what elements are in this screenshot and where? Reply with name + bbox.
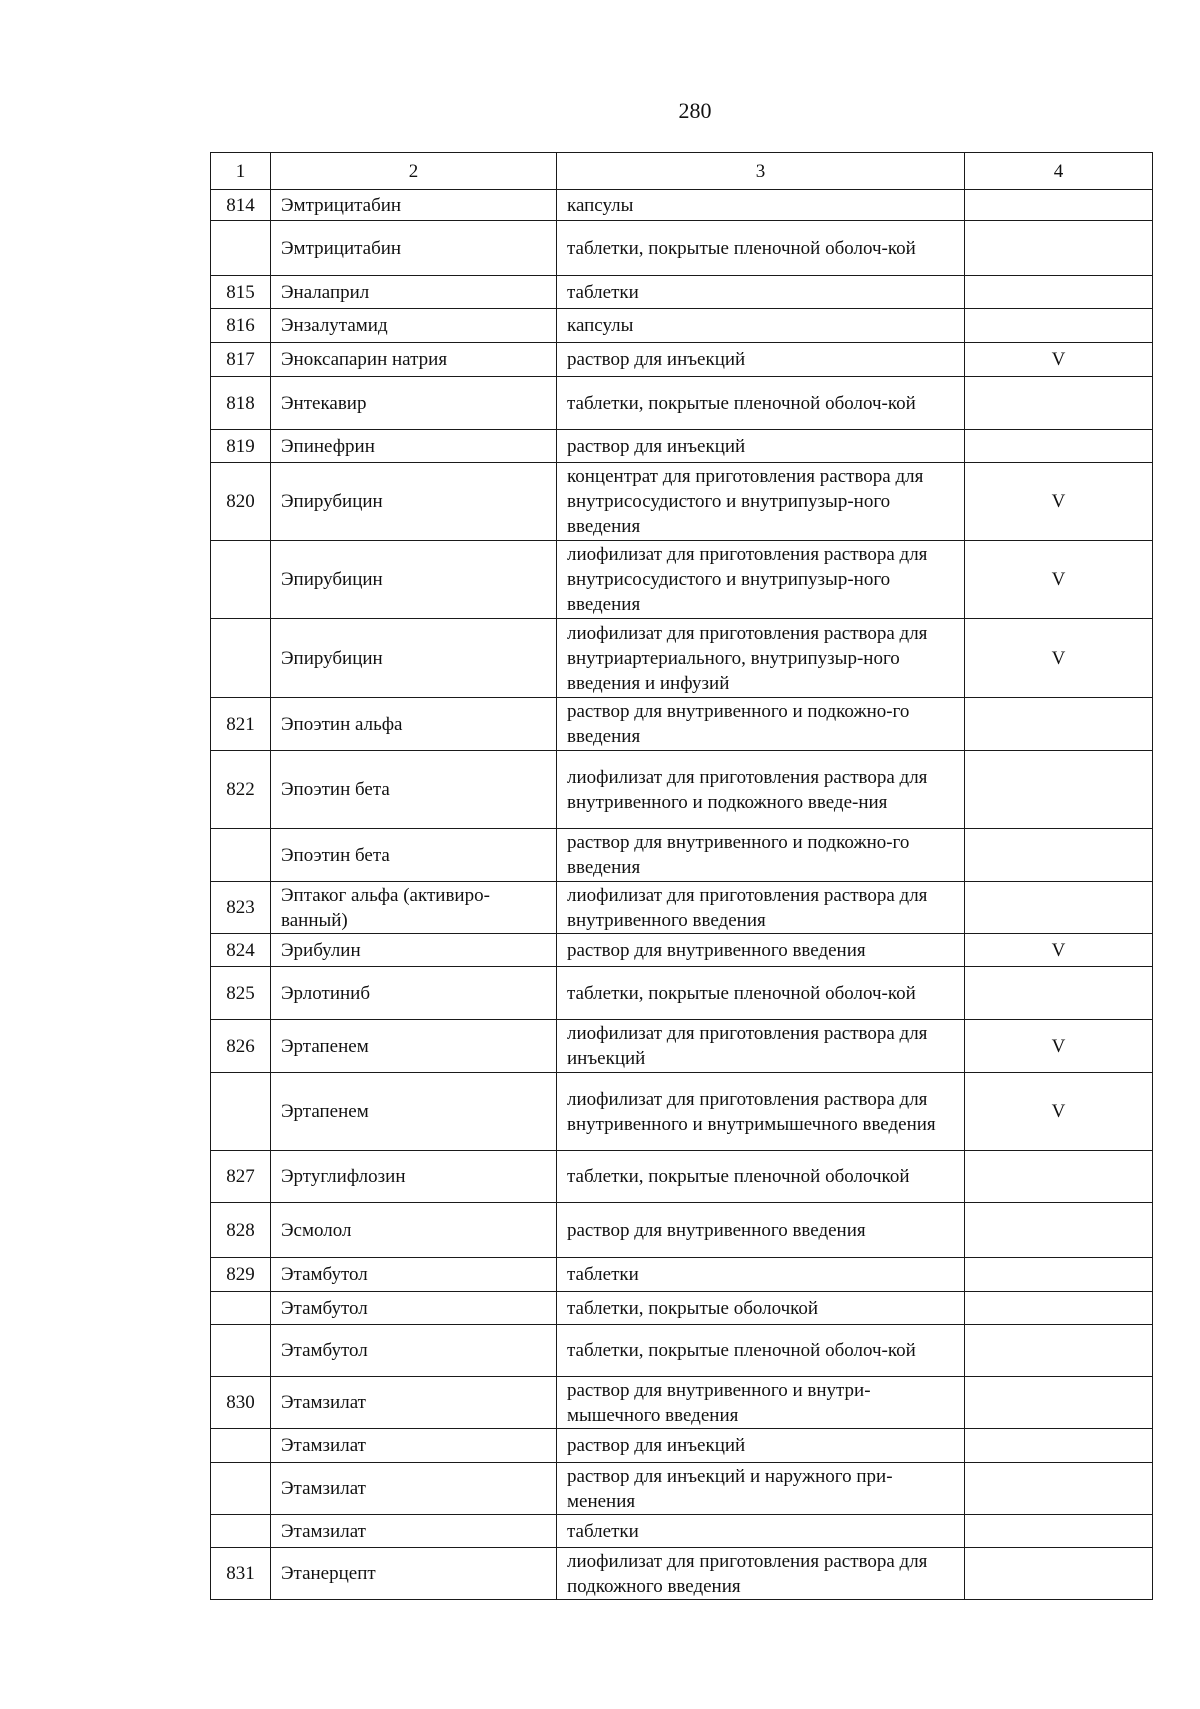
row-number-cell [211, 463, 271, 541]
vk-mark [975, 882, 1142, 933]
table-row [211, 1515, 1153, 1548]
dosage-form-cell [557, 1463, 965, 1515]
vk-mark-cell [965, 967, 1153, 1020]
vk-mark-cell [965, 619, 1153, 698]
row-number: 814 [226, 194, 255, 216]
dosage-form-cell [557, 221, 965, 276]
dosage-form-cell [557, 882, 965, 934]
drug-name: Эпирубицин [281, 491, 383, 512]
dosage-form: лиофилизат для приготовления раствора для подкожного введения [567, 1550, 928, 1597]
dosage-form: концентрат для приготовления раствора для внутрисосудистого и внутрипузыр-ного введения [567, 466, 924, 537]
dosage-form: таблетки [567, 1520, 639, 1542]
drug-name-cell [271, 1515, 557, 1548]
drug-name: Эпирубицин [281, 569, 383, 590]
row-number-cell [211, 276, 271, 309]
vk-mark [975, 1548, 1142, 1599]
dosage-form: лиофилизат для приготовления раствора для инъекций [567, 1023, 928, 1069]
dosage-form: капсулы [567, 194, 634, 216]
table-row [211, 751, 1153, 829]
row-number-cell [211, 751, 271, 829]
vk-mark [975, 309, 1142, 342]
vk-mark [975, 1292, 1142, 1324]
table-row [211, 541, 1153, 619]
dosage-form-cell [557, 1548, 965, 1600]
table-row [211, 1258, 1153, 1292]
column-header-2: 2 [271, 153, 557, 190]
drug-name-cell [271, 1548, 557, 1600]
row-number: 816 [226, 315, 255, 336]
dosage-form: лиофилизат для приготовления раствора для внутривенного и внутримышечного введения [567, 1088, 936, 1135]
dosage-form-cell [557, 463, 965, 541]
vk-mark-cell [965, 1151, 1153, 1203]
row-number [215, 1073, 266, 1150]
table-row [211, 1548, 1153, 1600]
vk-mark: V [1051, 491, 1066, 512]
vk-mark-cell [965, 1515, 1153, 1548]
drug-name-cell [271, 377, 557, 430]
dosage-form: лиофилизат для приготовления раствора для внутриартериального, внутрипузыр-ного введения и инфузий [567, 622, 928, 694]
row-number-cell [211, 1073, 271, 1151]
row-number: 826 [226, 1035, 255, 1057]
vk-mark-cell [965, 1548, 1153, 1600]
vk-mark-cell [965, 882, 1153, 934]
vk-mark: V [1051, 569, 1066, 590]
dosage-form: таблетки [567, 281, 639, 303]
vk-mark-cell [965, 751, 1153, 829]
vk-mark-cell [965, 1020, 1153, 1073]
table-header [211, 153, 1153, 190]
vk-mark-cell [965, 934, 1153, 967]
row-number: 823 [226, 897, 255, 918]
row-number [215, 1292, 266, 1324]
vk-mark-cell [965, 221, 1153, 276]
dosage-form-cell [557, 619, 965, 698]
row-number: 818 [226, 392, 255, 414]
row-number-cell [211, 1463, 271, 1515]
vk-mark [975, 1203, 1142, 1257]
page-number: 280 [678, 98, 712, 123]
dosage-form: раствор для внутривенного и внутри-мышечного введения [567, 1379, 871, 1426]
dosage-form: раствор для внутривенного введения [567, 1219, 866, 1241]
table-row [211, 1463, 1153, 1515]
drug-table [210, 152, 1153, 1600]
drug-name-cell [271, 1463, 557, 1515]
table-row [211, 1429, 1153, 1463]
drug-name-cell [271, 1203, 557, 1258]
dosage-form-cell [557, 1292, 965, 1325]
dosage-form-cell [557, 1325, 965, 1377]
dosage-form-cell [557, 541, 965, 619]
dosage-form: таблетки, покрытые пленочной оболоч-кой [567, 237, 916, 259]
drug-name-cell [271, 751, 557, 829]
drug-name-cell [271, 309, 557, 343]
row-number: 829 [226, 1264, 255, 1285]
vk-mark-cell [965, 1203, 1153, 1258]
table-row [211, 276, 1153, 309]
dosage-form: лиофилизат для приготовления раствора для внутрисосудистого и внутрипузыр-ного введения [567, 544, 928, 615]
table-row [211, 1377, 1153, 1429]
row-number-cell [211, 1548, 271, 1600]
row-number: 827 [226, 1166, 255, 1187]
dosage-form: таблетки, покрытые пленочной оболоч-кой [567, 1340, 916, 1361]
column-header-4: 4 [965, 153, 1153, 190]
row-number [215, 541, 266, 618]
dosage-form-cell [557, 343, 965, 377]
dosage-form-cell [557, 430, 965, 463]
vk-mark-cell [965, 1292, 1153, 1325]
drug-name: Эпоэтин бета [281, 844, 390, 866]
row-number: 817 [226, 349, 255, 370]
dosage-form: лиофилизат для приготовления раствора для внутривенного и подкожного введе-ния [567, 766, 928, 813]
row-number-cell [211, 619, 271, 698]
vk-mark [975, 1377, 1142, 1428]
dosage-form: раствор для инъекций и наружного при-менения [567, 1465, 893, 1512]
drug-name: Эпинефрин [281, 435, 375, 457]
row-number: 821 [226, 713, 255, 735]
drug-name-cell [271, 1258, 557, 1292]
table-row [211, 1325, 1153, 1377]
vk-mark-cell [965, 377, 1153, 430]
row-number [215, 829, 266, 881]
table-row [211, 1020, 1153, 1073]
drug-name: Этамзилат [281, 1435, 366, 1456]
vk-mark-cell [965, 1325, 1153, 1377]
table-row [211, 190, 1153, 221]
drug-name: Эноксапарин натрия [281, 349, 448, 370]
vk-mark [975, 751, 1142, 828]
vk-mark-cell [965, 1463, 1153, 1515]
vk-mark [975, 829, 1142, 881]
drug-name: Эрлотиниб [281, 982, 370, 1004]
table-row [211, 967, 1153, 1020]
dosage-form: раствор для внутривенного введения [567, 939, 866, 961]
row-number-cell [211, 1292, 271, 1325]
table-row [211, 934, 1153, 967]
drug-name: Эртапенем [281, 1101, 369, 1122]
drug-name: Эпоэтин бета [281, 779, 390, 800]
vk-mark [975, 967, 1142, 1019]
vk-mark [975, 1429, 1142, 1462]
row-number-cell [211, 1377, 271, 1429]
dosage-form-cell [557, 698, 965, 751]
drug-name-cell [271, 1325, 557, 1377]
drug-name-cell [271, 698, 557, 751]
drug-name-cell [271, 343, 557, 377]
vk-mark [975, 1463, 1142, 1514]
row-number [215, 1325, 266, 1376]
dosage-form-cell [557, 1377, 965, 1429]
row-number-cell [211, 698, 271, 751]
row-number: 815 [226, 281, 255, 303]
vk-mark [975, 430, 1142, 462]
table-row [211, 619, 1153, 698]
dosage-form: таблетки, покрытые оболочкой [567, 1297, 819, 1319]
row-number: 825 [226, 982, 255, 1004]
vk-mark [975, 377, 1142, 429]
table-body [211, 190, 1153, 1600]
vk-mark [975, 276, 1142, 308]
row-number-cell [211, 309, 271, 343]
row-number: 830 [226, 1392, 255, 1413]
vk-mark-cell [965, 829, 1153, 882]
row-number [215, 1515, 266, 1547]
drug-name-cell [271, 221, 557, 276]
drug-name-cell [271, 829, 557, 882]
vk-mark: V [1051, 1101, 1066, 1122]
vk-mark [975, 1151, 1142, 1202]
drug-name: Эпоэтин альфа [281, 713, 403, 735]
vk-mark: V [1051, 349, 1066, 370]
drug-name: Этамзилат [281, 1478, 366, 1499]
drug-name-cell [271, 1429, 557, 1463]
dosage-form-cell [557, 276, 965, 309]
drug-name-cell [271, 1073, 557, 1151]
drug-name: Этамзилат [281, 1520, 366, 1542]
vk-mark-cell [965, 541, 1153, 619]
dosage-form-cell [557, 1515, 965, 1548]
column-header-1: 1 [211, 153, 271, 190]
dosage-form-cell [557, 1258, 965, 1292]
table-row [211, 882, 1153, 934]
drug-name-cell [271, 967, 557, 1020]
drug-name-cell [271, 1377, 557, 1429]
row-number [215, 221, 266, 275]
dosage-form: раствор для внутривенного и подкожно-го введения [567, 701, 910, 747]
drug-name: Эмтрицитабин [281, 237, 402, 259]
dosage-form-cell [557, 1203, 965, 1258]
row-number: 831 [226, 1563, 255, 1584]
vk-mark-cell [965, 430, 1153, 463]
row-number-cell [211, 967, 271, 1020]
drug-name-cell [271, 276, 557, 309]
vk-mark-cell [965, 309, 1153, 343]
table-row [211, 221, 1153, 276]
drug-name-cell [271, 1151, 557, 1203]
row-number: 824 [226, 939, 255, 961]
vk-mark-cell [965, 1377, 1153, 1429]
vk-mark-cell [965, 698, 1153, 751]
drug-name: Этамбутол [281, 1340, 368, 1361]
drug-name: Эсмолол [281, 1219, 352, 1241]
row-number-cell [211, 934, 271, 967]
vk-mark [975, 1258, 1142, 1291]
vk-mark [975, 1515, 1142, 1547]
dosage-form-cell [557, 309, 965, 343]
vk-mark: V [1051, 939, 1066, 961]
vk-mark-cell [965, 343, 1153, 377]
row-number: 819 [226, 435, 255, 457]
row-number-cell [211, 190, 271, 221]
row-number-cell [211, 1203, 271, 1258]
vk-mark-cell [965, 463, 1153, 541]
header-row [211, 153, 1153, 190]
row-number [215, 619, 266, 697]
vk-mark-cell [965, 190, 1153, 221]
dosage-form: раствор для инъекций [567, 349, 746, 370]
dosage-form: таблетки, покрытые пленочной оболоч-кой [567, 392, 916, 414]
row-number-cell [211, 1515, 271, 1548]
table-row [211, 463, 1153, 541]
row-number-cell [211, 343, 271, 377]
vk-mark [975, 1325, 1142, 1376]
row-number: 820 [226, 491, 255, 512]
dosage-form: раствор для внутривенного и подкожно-го введения [567, 832, 910, 878]
drug-name: Эртапенем [281, 1035, 369, 1057]
table-row [211, 1151, 1153, 1203]
row-number: 822 [226, 779, 255, 800]
vk-mark [975, 190, 1142, 220]
table-row [211, 309, 1153, 343]
drug-name: Эпирубицин [281, 647, 383, 669]
dosage-form-cell [557, 1020, 965, 1073]
vk-mark [975, 698, 1142, 750]
dosage-form-cell [557, 829, 965, 882]
dosage-form-cell [557, 1429, 965, 1463]
row-number-cell [211, 882, 271, 934]
drug-name-cell [271, 882, 557, 934]
dosage-form: раствор для инъекций [567, 435, 746, 457]
vk-mark: V [1051, 1035, 1066, 1057]
row-number [215, 1429, 266, 1462]
dosage-form-cell [557, 1151, 965, 1203]
drug-name: Этамзилат [281, 1392, 366, 1413]
drug-name: Эмтрицитабин [281, 194, 402, 216]
vk-mark: V [1051, 647, 1066, 669]
vk-mark-cell [965, 1429, 1153, 1463]
dosage-form: лиофилизат для приготовления раствора для внутривенного введения [567, 884, 928, 931]
drug-name-cell [271, 1020, 557, 1073]
table-row [211, 430, 1153, 463]
row-number-cell [211, 1325, 271, 1377]
drug-name: Энтекавир [281, 392, 367, 414]
vk-mark [975, 221, 1142, 275]
table-row [211, 1073, 1153, 1151]
dosage-form: таблетки [567, 1264, 639, 1285]
drug-name-cell [271, 463, 557, 541]
row-number-cell [211, 1151, 271, 1203]
dosage-form: таблетки, покрытые пленочной оболоч-кой [567, 982, 916, 1004]
drug-name: Этамбутол [281, 1297, 368, 1319]
dosage-form: капсулы [567, 315, 634, 336]
table-row [211, 829, 1153, 882]
row-number-cell [211, 1020, 271, 1073]
table-row [211, 1292, 1153, 1325]
dosage-form-cell [557, 751, 965, 829]
drug-name-cell [271, 934, 557, 967]
drug-name-cell [271, 541, 557, 619]
table-row [211, 343, 1153, 377]
dosage-form: раствор для инъекций [567, 1435, 746, 1456]
vk-mark-cell [965, 276, 1153, 309]
dosage-form-cell [557, 967, 965, 1020]
row-number-cell [211, 1429, 271, 1463]
drug-name: Эрибулин [281, 939, 361, 961]
vk-mark-cell [965, 1073, 1153, 1151]
drug-name-cell [271, 619, 557, 698]
table-row [211, 377, 1153, 430]
drug-name: Эптаког альфа (активиро-ванный) [281, 884, 490, 931]
drug-name-cell [271, 190, 557, 221]
row-number-cell [211, 1258, 271, 1292]
drug-name: Этанерцепт [281, 1563, 376, 1584]
dosage-form-cell [557, 190, 965, 221]
column-header-3: 3 [557, 153, 965, 190]
drug-name: Эртуглифлозин [281, 1166, 406, 1187]
row-number-cell [211, 430, 271, 463]
row-number [215, 1463, 266, 1514]
table-row [211, 698, 1153, 751]
dosage-form-cell [557, 1073, 965, 1151]
row-number-cell [211, 377, 271, 430]
row-number-cell [211, 541, 271, 619]
dosage-form-cell [557, 934, 965, 967]
drug-name: Этамбутол [281, 1264, 368, 1285]
table-row [211, 1203, 1153, 1258]
drug-name-cell [271, 1292, 557, 1325]
row-number-cell [211, 829, 271, 882]
dosage-form: таблетки, покрытые пленочной оболочкой [567, 1166, 910, 1187]
row-number-cell [211, 221, 271, 276]
drug-name-cell [271, 430, 557, 463]
dosage-form-cell [557, 377, 965, 430]
row-number: 828 [226, 1219, 255, 1241]
drug-name: Энзалутамид [281, 315, 388, 336]
drug-name: Эналаприл [281, 281, 370, 303]
vk-mark-cell [965, 1258, 1153, 1292]
